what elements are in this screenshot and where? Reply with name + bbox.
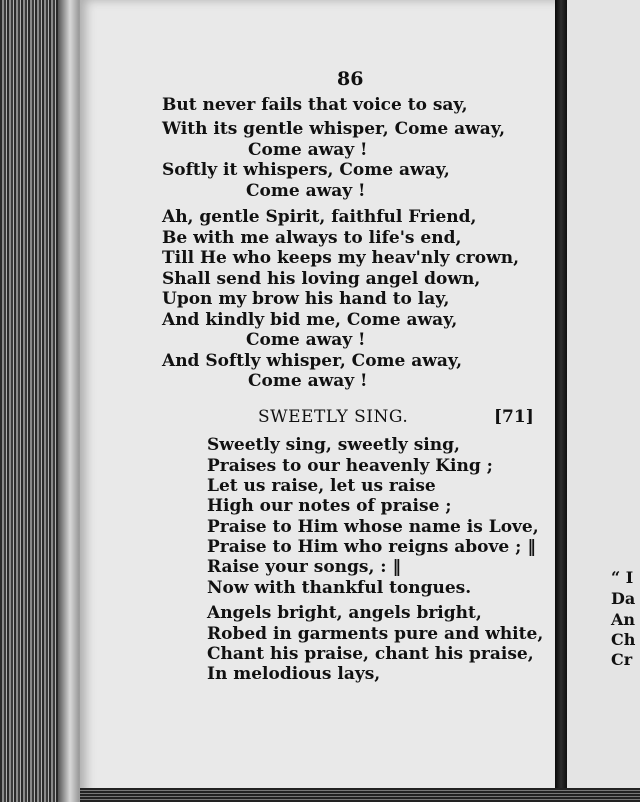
verse-line: Ah, gentle Spirit, faithful Friend, — [162, 207, 477, 227]
verse-line: But never fails that voice to say, — [162, 95, 468, 115]
verse-line: Let us raise, let us raise — [207, 476, 436, 496]
verse-line: Praises to our heavenly King ; — [207, 456, 493, 476]
verse-line: Come away ! — [246, 330, 366, 350]
verse-line: Chant his praise, chant his praise, — [207, 644, 534, 664]
right-page-fragment: Cr — [611, 650, 633, 669]
verse-line: Come away ! — [248, 140, 368, 160]
verse-line: Be with me always to life's end, — [162, 228, 462, 248]
verse-line: And kindly bid me, Come away, — [162, 310, 458, 330]
right-page-fragment: “ I — [611, 568, 634, 587]
verse-line: Softly it whispers, Come away, — [162, 160, 450, 180]
verse-line: In melodious lays, — [207, 664, 381, 684]
verse-line: Angels bright, angels bright, — [207, 603, 482, 623]
verse-line: Now with thankful tongues. — [207, 578, 472, 598]
verse-line: Sweetly sing, sweetly sing, — [207, 435, 460, 455]
verse-line: Raise your songs, : ‖ — [207, 557, 402, 577]
right-page-fragment: An — [611, 610, 636, 629]
verse-line: Come away ! — [248, 371, 368, 391]
verse-line: And Softly whisper, Come away, — [162, 351, 463, 371]
verse-line: Come away ! — [246, 181, 366, 201]
hymn-title: SWEETLY SING. — [258, 407, 409, 427]
verse-line: Robed in garments pure and white, — [207, 624, 544, 644]
page-gutter — [555, 0, 567, 802]
bottom-page-edges — [80, 788, 640, 802]
right-page-fragment: Da — [611, 589, 636, 608]
right-page-fragment: Ch — [611, 630, 636, 649]
verse-line: Upon my brow his hand to lay, — [162, 289, 450, 309]
hymn-number: [71] — [494, 407, 534, 427]
verse-line: Shall send his loving angel down, — [162, 269, 481, 289]
verse-line: Till He who keeps my heav'nly crown, — [162, 248, 520, 268]
verse-line: With its gentle whisper, Come away, — [162, 119, 505, 139]
verse-line: Praise to Him whose name is Love, — [207, 517, 539, 537]
page-number: 86 — [337, 68, 364, 90]
verse-line: Praise to Him who reigns above ; ‖ — [207, 537, 536, 557]
right-page — [567, 0, 640, 802]
verse-line: High our notes of praise ; — [207, 496, 452, 516]
